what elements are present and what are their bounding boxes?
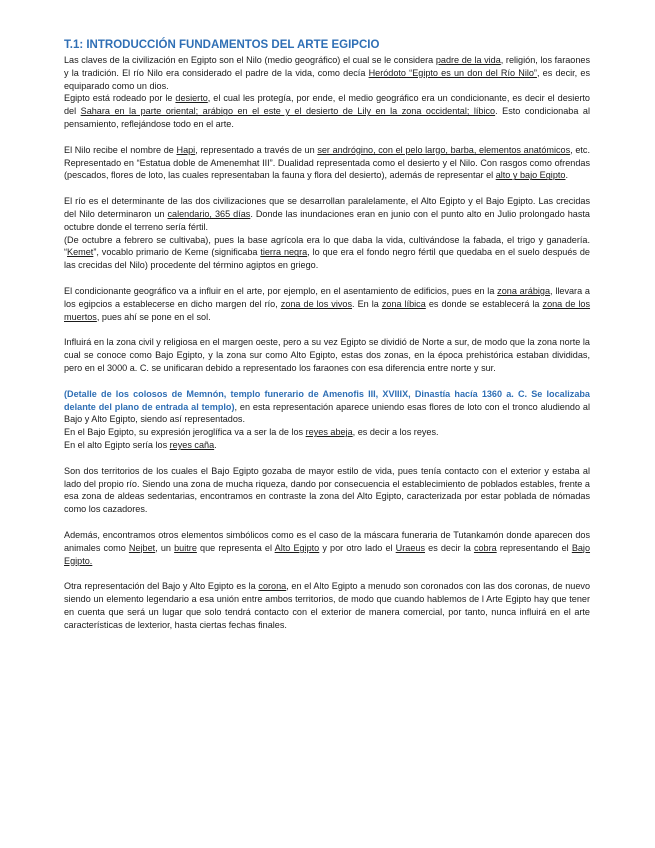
paragraph-4: El río es el determinante de las dos civilizaciones que se desarrollan paralelamente, el Alto Egipto y el Bajo Egipto. Las crecidas del Nilo determinaron un calendario, 365 días. Donde las inundaciones eran en junio con el punto alto en Julio prolongado hasta octubre donde el terreno sería fértil. xyxy=(64,196,590,232)
paragraph-10: En el alto Egipto sería los reyes caña. xyxy=(64,439,217,450)
document-title: T.1: INTRODUCCIÓN FUNDAMENTOS DEL ARTE EGIPCIO xyxy=(64,39,380,51)
paragraph-7: Influirá en la zona civil y religiosa en el margen oeste, pero a su vez Egipto se dividió de Norte a sur, de modo que la zona norte la cual se conoce como Bajo Egipto, y la zona sur como Alto Egipto, estas dos zonas, en la época prehistórica estaban divididas, pero en el 3000 a. C. se unificaran debido a representado los faraones con esa diferencia entre norte y sur. xyxy=(64,337,590,373)
paragraph-13: Otra representación del Bajo y Alto Egipto es la corona, en el Alto Egipto a menudo son coronados con las dos coronas, de nuevo siendo un elemento legendario a esa unión entre ambos territorios, de modo que cuando hablemos de l Arte Egipto hay que tener en cuenta que será un lugar que solo tendrá contacto con el exterior de manera comercial, por tanto, nunca influirá en el arte características de lexterior, hasta ciertas fechas finales. xyxy=(64,581,591,630)
paragraph-6: El condicionante geográfico va a influir en el arte, por ejemplo, en el asentamiento de edificios, pues en la zona arábiga, llevara a los egipcios a establecerse en dicho margen del río, zona de los vivos. En la zona líbica es donde se establecerá la zona de los muertos, pues ahí se pone en el sol. xyxy=(64,285,591,322)
paragraph-5: (De octubre a febrero se cultivaba), pues la base agrícola era lo que daba la vida, cultivándose la fabada, el trigo y ganadería. “Kemet”, vocablo primario de Keme (significaba tierra negra, lo que era el fondo negro fértil que quedaba en el suelo después de las crecidas del Nilo) procedente del término agiptos en griego. xyxy=(64,234,590,271)
paragraph-2: Egipto está rodeado por le desierto, el cual les protegía, por ende, el medio geográfico era un condicionante, es decir el desierto del Sahara en la parte oriental; arábigo en el este y el desierto de Lily en la zona occidental; líbico. Esto condicionaba al pensamiento, reflejándose todo en el arte. xyxy=(64,93,590,129)
paragraph-1: Las claves de la civilización en Egipto son el Nilo (medio geográfico) el cual se le considera padre de la vida, religión, los faraones y la tradición. El río Nilo era considerado el padre de la vida, como decía Heródoto “Egipto es un don del Río Nilo”, es decir, es equiparado como un dios. xyxy=(64,55,590,91)
paragraph-3: El Nilo recibe el nombre de Hapi, representado a través de un ser andrógino, con el pelo largo, barba, elementos anatómicos, etc. Representado en “Estatua doble de Amenemhat III”. Dualidad representada como el desierto y el Nilo. Con rasgos como ofrendas (pescados, flores de loto, las cuales representaban la fauna y flora del desierto), además de representar el alto y bajo Egipto. xyxy=(64,144,590,181)
paragraph-9: En el Bajo Egipto, su expresión jeroglífica va a ser la de los reyes abeja, es decir a los reyes. xyxy=(64,427,439,438)
paragraph-12: Además, encontramos otros elementos simbólicos como es el caso de la máscara funeraria de Tutankamón donde aparecen dos animales como Nejbet, un buitre que representa el Alto Egipto y por otro lado el Uraeus es decir la cobra representando el Bajo Egipto. xyxy=(64,529,591,566)
paragraph-8: (Detalle de los colosos de Memnón, templo funerario de Amenofis III, XVIIIX, Dinastía hacía 1360 a. C. Se localizaba delante del plano de entrada al templo), en esta representación aparece uniendo esas flores de loto con el tronco aludiendo al Bajo y Alto Egipto, siendo así representados. xyxy=(64,388,590,425)
document-page xyxy=(64,38,590,631)
paragraph-11: Son dos territorios de los cuales el Bajo Egipto gozaba de mayor estilo de vida, pues tenía contacto con el exterior y estaba al lado del propio río. Siendo una zona de mucha riqueza, dando por consecuencia el establecimiento de poblados estables, frente a esa zona de aldeas sedentarias, encontramos en contraste la zona del Alto Egipto, caracterizada por estar poblada de nómadas como los cazadores. xyxy=(64,465,590,515)
